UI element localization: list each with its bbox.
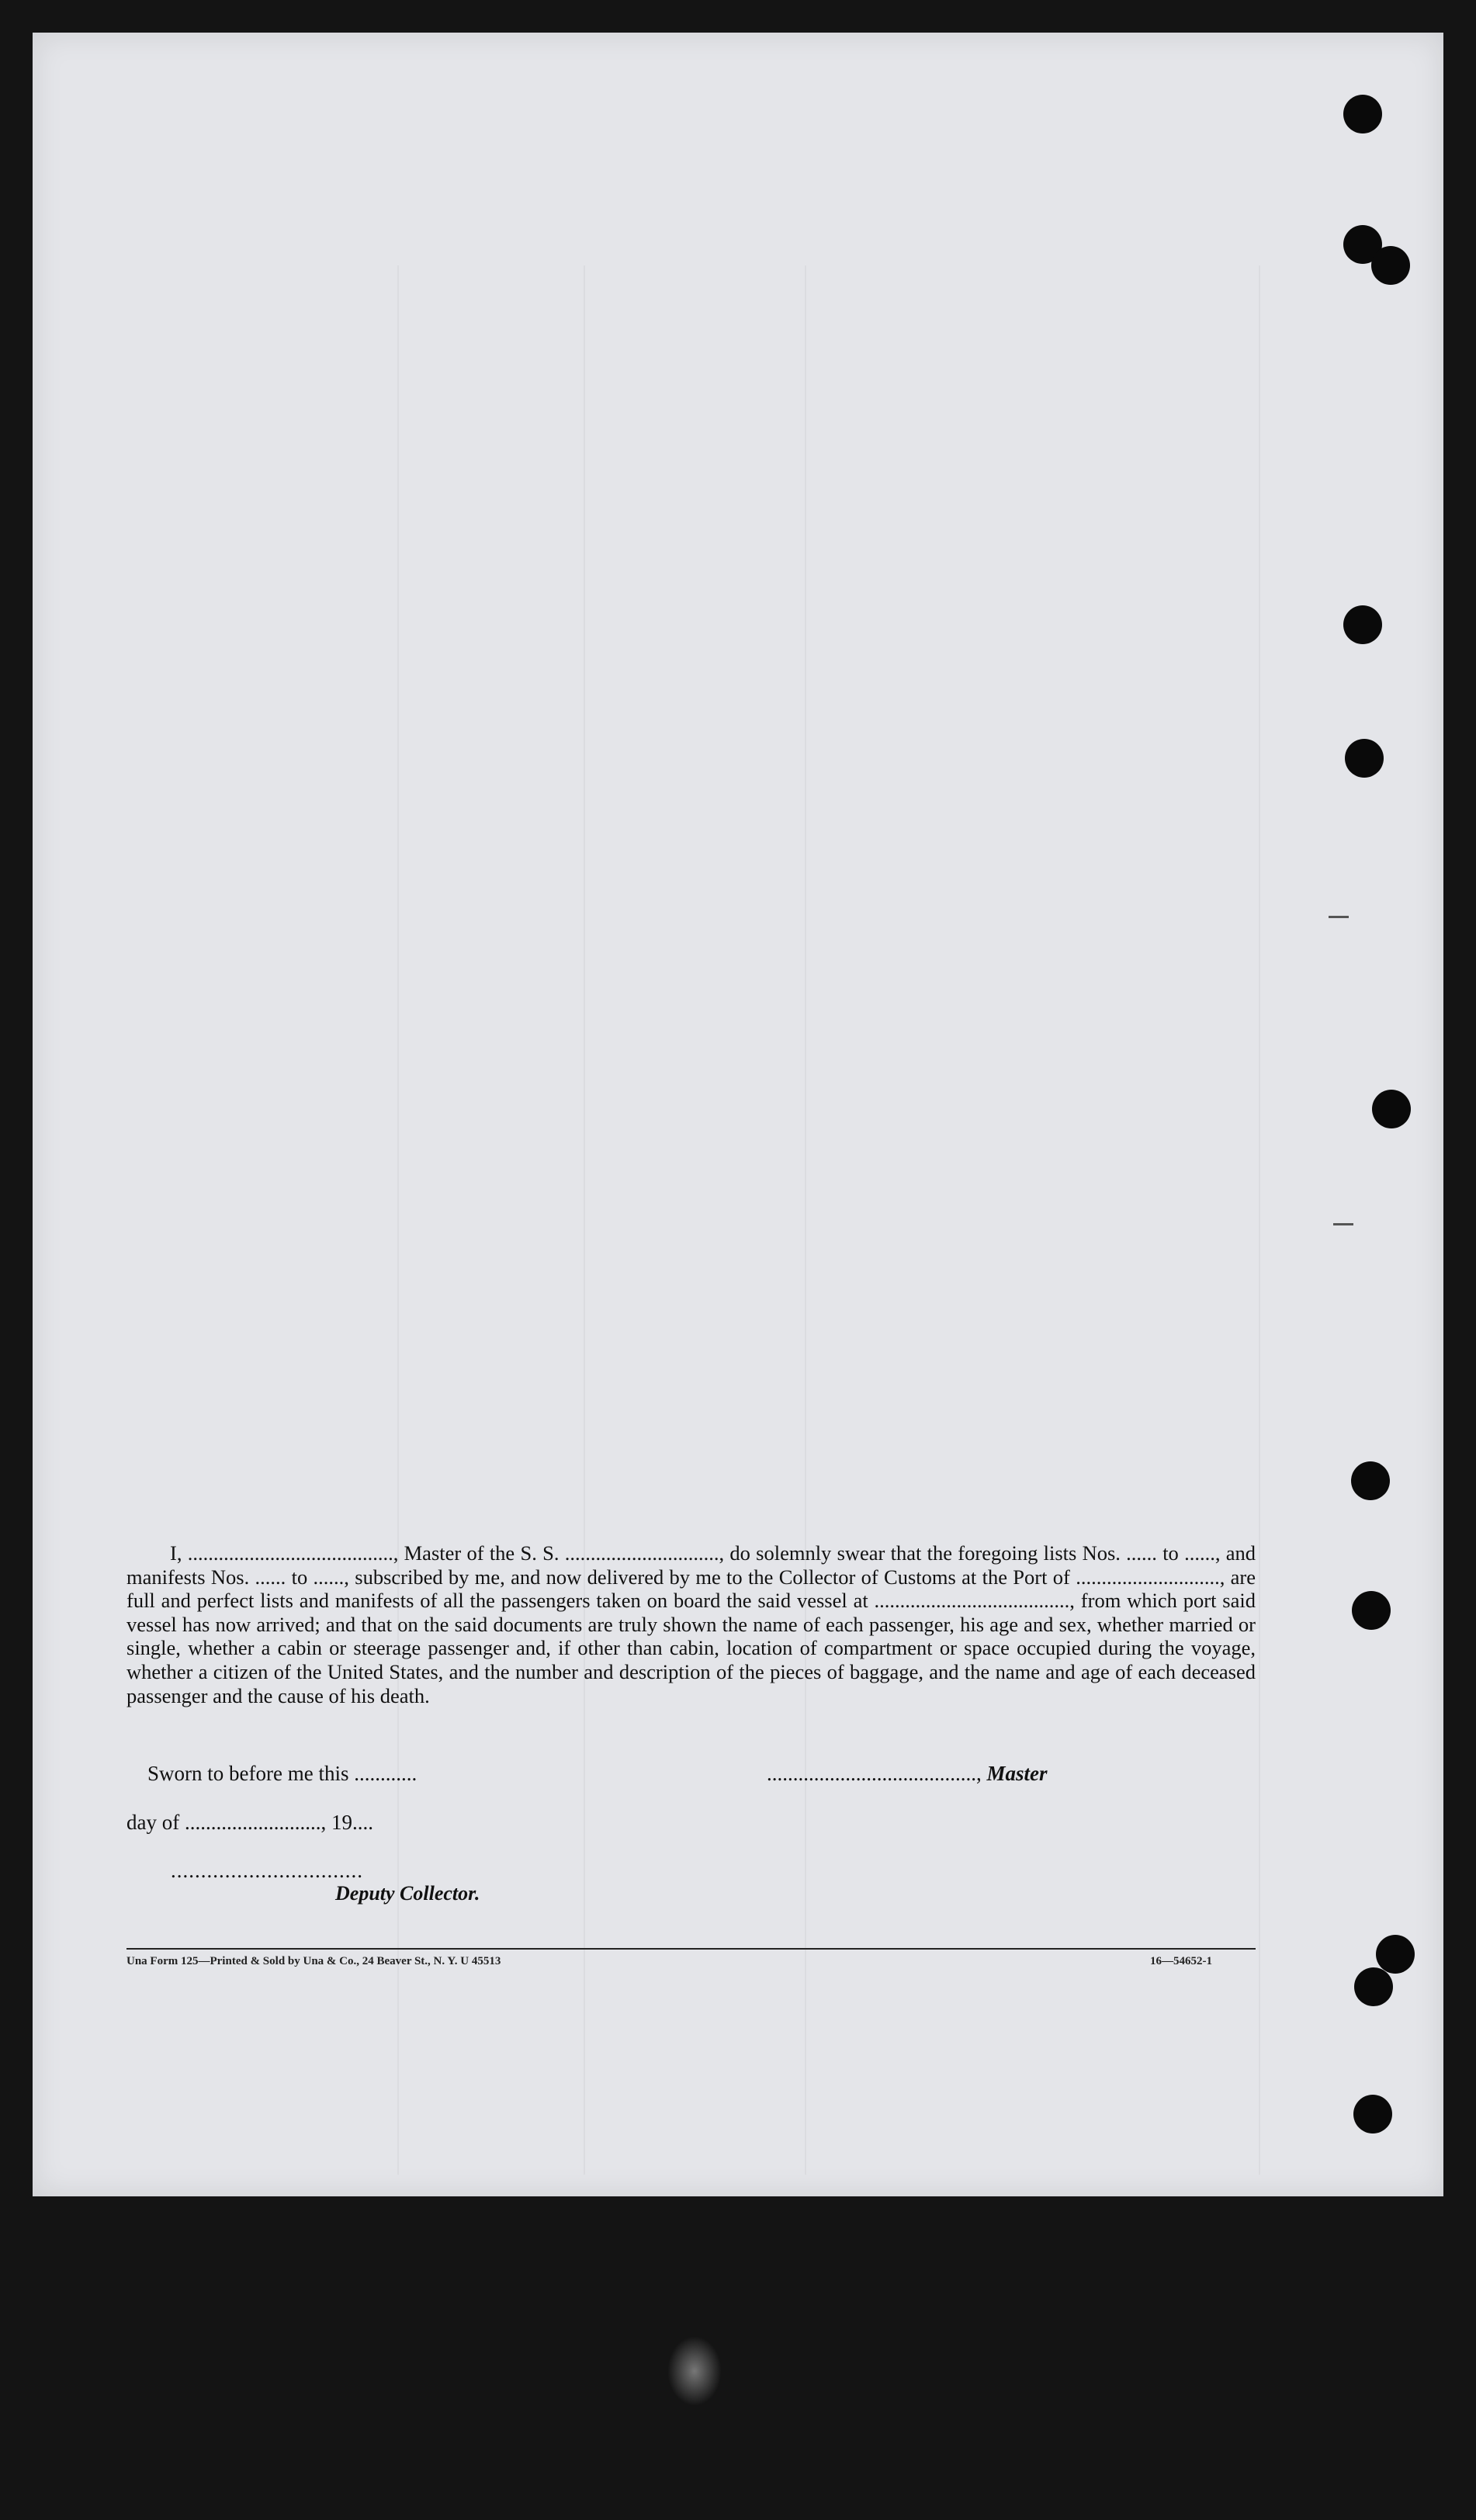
column-rule (1259, 265, 1260, 2175)
printer-imprint: Una Form 125—Printed & Sold by Una & Co., 24 Beaver St., N. Y. U 45513 (126, 1955, 501, 1967)
punch-hole (1371, 246, 1410, 285)
master-dots: ........................................, (767, 1762, 982, 1785)
oath-paragraph (126, 1541, 1256, 1707)
column-rule (584, 265, 585, 2175)
punch-hole (1351, 1461, 1390, 1500)
collector-dots: ................................ (171, 1859, 363, 1882)
punch-hole (1372, 1090, 1411, 1128)
scan-glare (667, 2336, 722, 2406)
punch-hole (1345, 739, 1384, 778)
footer-rule (126, 1948, 1256, 1950)
punch-hole (1376, 1935, 1415, 1974)
day-line: day of .........................., 19.... (126, 1811, 373, 1834)
punch-hole (1343, 605, 1382, 644)
punch-hole (1343, 95, 1382, 133)
column-rule (805, 265, 806, 2175)
sworn-line: Sworn to before me this ............ (147, 1762, 418, 1785)
edge-mark (1329, 916, 1349, 918)
master-signature-line (767, 1762, 1048, 1786)
deputy-collector-label: Deputy Collector. (335, 1882, 480, 1905)
punch-hole (1354, 1967, 1393, 2006)
master-label: Master (986, 1762, 1048, 1785)
punch-hole (1352, 1591, 1391, 1630)
edge-mark (1333, 1223, 1353, 1225)
oath-text: I, ........................................, Master of the S. S. .............................., do solemnly swear that the foregoing lists Nos. ...... to ......, and manifests Nos. ...... to ......, subscribed by me, and now delivered by me to the Collector of Customs at the Port of ............................, are full and perfect lists and manifests of all the passengers taken on board the said vessel at ......................................, from which port said vessel has now arrived; and that on the said documents are truly shown the name of each passenger, his age and sex, whether married or single, whether a cabin or steerage passenger and, if other than cabin, location of compartment or space occupied during the voyage, whether a citizen of the United States, and the number and description of the pieces of baggage, and the name and age of each deceased passenger and the cause of his death. (126, 1541, 1256, 1707)
punch-hole (1353, 2095, 1392, 2134)
form-number: 16—54652-1 (1150, 1955, 1212, 1967)
